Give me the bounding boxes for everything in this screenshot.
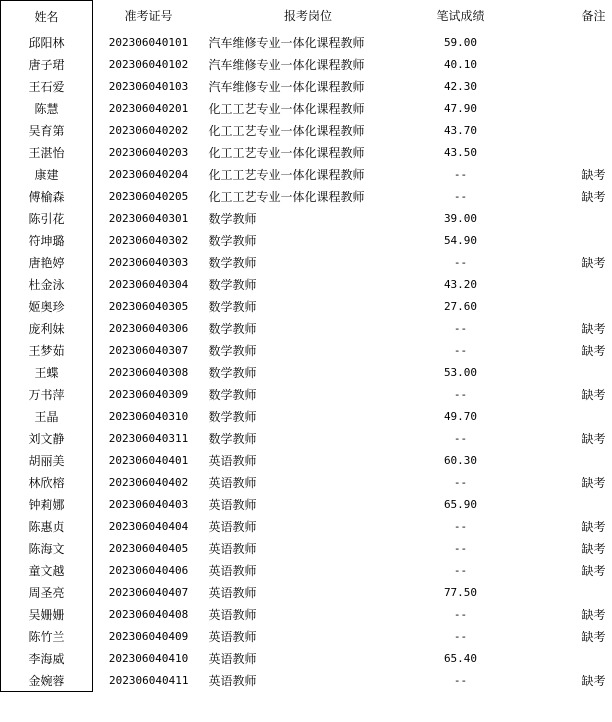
cell-note[interactable]: 缺考 [581,607,606,622]
table-body [1,31,612,692]
header-note[interactable]: 备注 [581,9,606,24]
cell-score[interactable]: 42.30 [443,79,478,93]
cell-note[interactable] [510,75,612,97]
cell-exam-id[interactable]: 202306040203 [108,145,189,159]
cell-score[interactable]: 59.00 [443,35,478,49]
cell-name[interactable]: 王晶 [1,405,93,427]
cell-name[interactable]: 王梦茹 [1,339,93,361]
table-row [1,97,612,119]
header-post[interactable]: 报考岗位 [283,9,332,24]
cell-score[interactable]: 53.00 [443,365,478,379]
cell-post[interactable]: 化工工艺专业一体化课程教师 [208,145,365,160]
cell-note[interactable] [510,119,612,141]
cell-post[interactable]: 数学教师 [208,365,257,380]
cell-score[interactable]: 43.70 [443,123,478,137]
cell-name[interactable]: 刘文静 [1,427,93,449]
table-row [1,581,612,603]
cell-post[interactable]: 数学教师 [208,299,257,314]
cell-name[interactable]: 王石爱 [1,75,93,97]
table-row [1,361,612,383]
table-row [1,559,612,581]
cell-post[interactable]: 数学教师 [208,211,257,226]
cell-score[interactable]: -- [453,255,468,269]
cell-note[interactable] [510,97,612,119]
cell-post[interactable]: 数学教师 [208,431,257,446]
cell-note[interactable] [510,581,612,603]
cell-exam-id[interactable]: 202306040311 [108,431,189,445]
cell-score[interactable]: -- [453,321,468,335]
cell-name[interactable]: 陈惠贞 [1,515,93,537]
cell-name[interactable]: 康建 [1,163,93,185]
cell-exam-id[interactable]: 202306040401 [108,453,189,467]
cell-score[interactable]: -- [453,167,468,181]
cell-name[interactable]: 林欣榕 [1,471,93,493]
table-row [1,669,612,692]
cell-score[interactable]: 49.70 [443,409,478,423]
cell-post[interactable]: 数学教师 [208,277,257,292]
cell-post[interactable]: 英语教师 [208,475,257,490]
cell-exam-id[interactable]: 202306040306 [108,321,189,335]
cell-note[interactable]: 缺考 [581,167,606,182]
cell-exam-id[interactable]: 202306040404 [108,519,189,533]
cell-post[interactable]: 英语教师 [208,607,257,622]
cell-note[interactable]: 缺考 [581,255,606,270]
table-row [1,251,612,273]
table-row [1,75,612,97]
table-row [1,471,612,493]
cell-note[interactable] [510,493,612,515]
table-row [1,317,612,339]
cell-name[interactable]: 唐子珺 [1,53,93,75]
cell-name[interactable]: 吴育第 [1,119,93,141]
cell-exam-id[interactable]: 202306040205 [108,189,189,203]
cell-score[interactable]: -- [453,189,468,203]
cell-name[interactable]: 陈慧 [1,97,93,119]
cell-exam-id[interactable]: 202306040405 [108,541,189,555]
table-row [1,493,612,515]
cell-post[interactable]: 英语教师 [208,629,257,644]
cell-post[interactable]: 英语教师 [208,651,257,666]
cell-score[interactable]: -- [453,431,468,445]
header-name[interactable]: 姓名 [1,1,93,32]
cell-note[interactable] [510,229,612,251]
cell-exam-id[interactable]: 202306040302 [108,233,189,247]
table-row [1,603,612,625]
cell-exam-id[interactable]: 202306040303 [108,255,189,269]
cell-score[interactable]: 77.50 [443,585,478,599]
cell-name[interactable]: 周圣亮 [1,581,93,603]
cell-score[interactable]: -- [453,673,468,687]
cell-note[interactable]: 缺考 [581,431,606,446]
cell-exam-id[interactable]: 202306040309 [108,387,189,401]
cell-name[interactable]: 庞利妹 [1,317,93,339]
cell-note[interactable]: 缺考 [581,475,606,490]
cell-exam-id[interactable]: 202306040310 [108,409,189,423]
cell-name[interactable]: 邱阳林 [1,31,93,53]
cell-score[interactable]: -- [453,475,468,489]
table-row [1,647,612,669]
cell-note[interactable] [510,295,612,317]
cell-exam-id[interactable]: 202306040402 [108,475,189,489]
table-row [1,53,612,75]
cell-post[interactable]: 数学教师 [208,343,257,358]
cell-score[interactable]: 65.90 [443,497,478,511]
cell-note[interactable]: 缺考 [581,673,606,688]
cell-post[interactable]: 数学教师 [208,255,257,270]
cell-name[interactable]: 吴姗姗 [1,603,93,625]
cell-note[interactable]: 缺考 [581,343,606,358]
cell-note[interactable]: 缺考 [581,519,606,534]
cell-exam-id[interactable]: 202306040202 [108,123,189,137]
cell-note[interactable] [510,141,612,163]
cell-name[interactable]: 王湛怡 [1,141,93,163]
cell-note[interactable] [510,207,612,229]
cell-name[interactable]: 陈竹兰 [1,625,93,647]
cell-name[interactable]: 钟莉娜 [1,493,93,515]
cell-name[interactable]: 傅榆森 [1,185,93,207]
header-exam-id[interactable]: 准考证号 [124,9,173,24]
table-row [1,119,612,141]
cell-name[interactable]: 胡丽美 [1,449,93,471]
cell-score[interactable]: 40.10 [443,57,478,71]
cell-exam-id[interactable]: 202306040102 [108,57,189,71]
cell-post[interactable]: 汽车维修专业一体化课程教师 [208,57,365,72]
cell-exam-id[interactable]: 202306040409 [108,629,189,643]
cell-name[interactable]: 姬奥珍 [1,295,93,317]
cell-exam-id[interactable]: 202306040403 [108,497,189,511]
cell-score[interactable]: -- [453,629,468,643]
cell-exam-id[interactable]: 202306040101 [108,35,189,49]
cell-post[interactable]: 英语教师 [208,673,257,688]
cell-score[interactable]: -- [453,519,468,533]
table-row [1,515,612,537]
cell-exam-id[interactable]: 202306040204 [108,167,189,181]
cell-name[interactable]: 唐艳婷 [1,251,93,273]
table-row [1,185,612,207]
cell-score[interactable]: 43.20 [443,277,478,291]
cell-name[interactable]: 万书萍 [1,383,93,405]
cell-note[interactable] [510,53,612,75]
cell-exam-id[interactable]: 202306040305 [108,299,189,313]
cell-post[interactable]: 数学教师 [208,409,257,424]
cell-note[interactable] [510,449,612,471]
table-row [1,427,612,449]
cell-name[interactable]: 金婉蓉 [1,669,93,692]
cell-score[interactable]: -- [453,563,468,577]
cell-exam-id[interactable]: 202306040307 [108,343,189,357]
cell-exam-id[interactable]: 202306040407 [108,585,189,599]
table-row [1,295,612,317]
cell-score[interactable]: 27.60 [443,299,478,313]
table-row [1,207,612,229]
cell-exam-id[interactable]: 202306040301 [108,211,189,225]
cell-name[interactable]: 王蝶 [1,361,93,383]
table-row [1,339,612,361]
table-row [1,405,612,427]
cell-score[interactable]: 47.90 [443,101,478,115]
table-row [1,229,612,251]
cell-score[interactable]: -- [453,387,468,401]
cell-score[interactable]: 39.00 [443,211,478,225]
table-row [1,449,612,471]
cell-exam-id[interactable]: 202306040201 [108,101,189,115]
cell-name[interactable]: 童文越 [1,559,93,581]
cell-post[interactable]: 英语教师 [208,453,257,468]
table-row [1,141,612,163]
header-score[interactable]: 笔试成绩 [436,9,485,24]
cell-exam-id[interactable]: 202306040304 [108,277,189,291]
cell-post[interactable]: 数学教师 [208,321,257,336]
cell-note[interactable]: 缺考 [581,629,606,644]
cell-note[interactable] [510,405,612,427]
cell-post[interactable]: 英语教师 [208,541,257,556]
cell-note[interactable] [510,31,612,53]
cell-score[interactable]: 60.30 [443,453,478,467]
cell-exam-id[interactable]: 202306040411 [109,673,189,687]
table-row [1,273,612,295]
cell-note[interactable] [510,647,612,669]
cell-post[interactable]: 化工工艺专业一体化课程教师 [208,189,365,204]
cell-exam-id[interactable]: 202306040103 [108,79,189,93]
cell-exam-id[interactable]: 202306040410 [108,651,189,665]
table-row [1,31,612,53]
cell-score[interactable]: -- [453,541,468,555]
cell-post[interactable]: 数学教师 [208,233,257,248]
cell-note[interactable] [510,361,612,383]
table-row [1,163,612,185]
cell-post[interactable]: 汽车维修专业一体化课程教师 [208,35,365,50]
cell-note[interactable]: 缺考 [581,321,606,336]
cell-exam-id[interactable]: 202306040406 [108,563,189,577]
cell-score[interactable]: 43.50 [443,145,478,159]
cell-exam-id[interactable]: 202306040308 [108,365,189,379]
cell-score[interactable]: -- [453,607,468,621]
cell-score[interactable]: -- [453,343,468,357]
cell-post[interactable]: 英语教师 [208,497,257,512]
table-row [1,625,612,647]
table-row [1,537,612,559]
table-row [1,383,612,405]
cell-post[interactable]: 化工工艺专业一体化课程教师 [208,123,365,138]
cell-note[interactable] [510,273,612,295]
cell-post[interactable]: 英语教师 [208,519,257,534]
header-row [1,1,612,32]
cell-note[interactable]: 缺考 [581,541,606,556]
cell-name[interactable]: 符坤璐 [1,229,93,251]
cell-post[interactable]: 化工工艺专业一体化课程教师 [208,101,365,116]
cell-post[interactable]: 汽车维修专业一体化课程教师 [208,79,365,94]
cell-note[interactable]: 缺考 [581,563,606,578]
cell-post[interactable]: 英语教师 [208,563,257,578]
cell-name[interactable]: 陈引花 [1,207,93,229]
cell-post[interactable]: 数学教师 [208,387,257,402]
cell-note[interactable]: 缺考 [581,189,606,204]
cell-score[interactable]: 54.90 [443,233,478,247]
cell-exam-id[interactable]: 202306040408 [108,607,189,621]
cell-name[interactable]: 李海威 [1,647,93,669]
cell-score[interactable]: 65.40 [443,651,478,665]
cell-post[interactable]: 英语教师 [208,585,257,600]
cell-name[interactable]: 陈海文 [1,537,93,559]
cell-name[interactable]: 杜金泳 [1,273,93,295]
cell-note[interactable]: 缺考 [581,387,606,402]
cell-post[interactable]: 化工工艺专业一体化课程教师 [208,167,365,182]
